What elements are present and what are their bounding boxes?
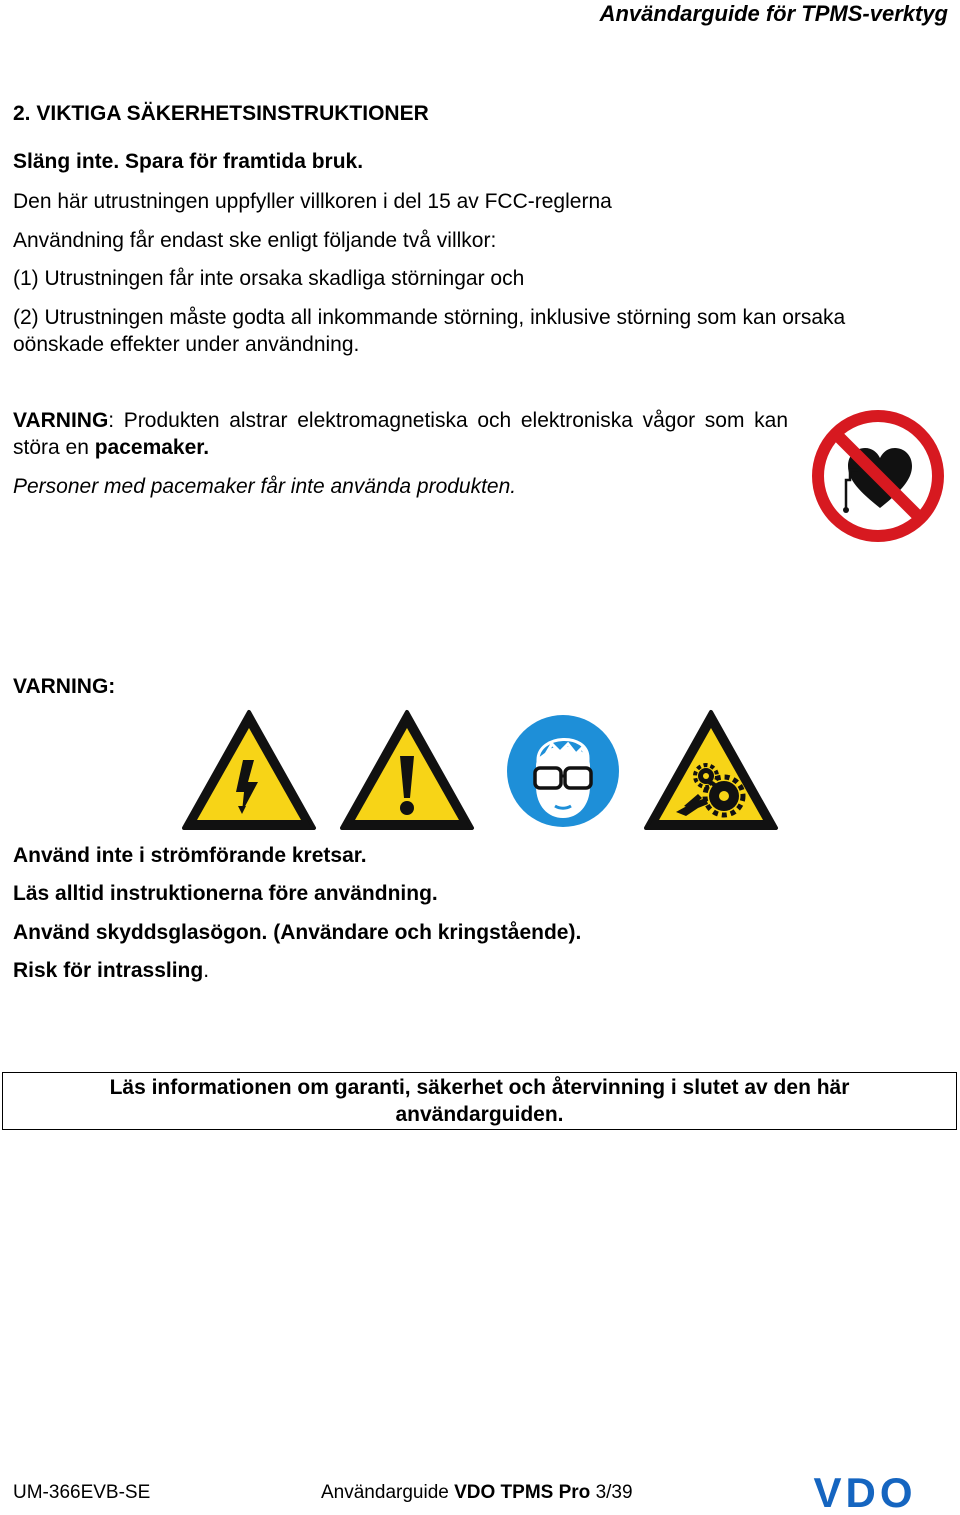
warning-item-entanglement [13,957,209,984]
warning-text: : Produkten alstrar elektromagnetiska och elektroniska vågor som kan störa en [13,409,788,459]
warning-item: Läs alltid instruktionerna före användning. [13,882,438,905]
electric-hazard-icon [180,708,318,832]
footer-page-number: 3/39 [595,1482,633,1503]
warning-item: Använd inte i strömförande kretsar. [13,844,367,867]
vdo-logo [784,1473,946,1513]
warning-item-text: Risk för intrassling [13,959,204,982]
fcc-line: oönskade effekter under användning. [13,333,360,356]
entanglement-hazard-icon [642,708,780,832]
footer-guide-prefix: Användarguide [321,1482,449,1503]
pacemaker-warning-text [13,407,788,461]
warning-item: Använd skyddsglasögon. (Användare och kringstående). [13,921,582,944]
warranty-notice-text: Läs informationen om garanti, säkerhet och återvinning i slutet av den här användarguiden. [109,1076,850,1126]
fcc-line: (1) Utrustningen får inte orsaka skadliga störningar och [13,267,525,290]
fcc-line: (2) Utrustningen måste godta all inkommande störning, inklusive störning som kan orsaka [13,306,846,329]
keep-notice: Släng inte. Spara för framtida bruk. [13,150,364,173]
no-pacemaker-sign-icon [810,408,946,544]
warning-heading: VARNING: [13,675,116,698]
fcc-line: Den här utrustningen uppfyller villkoren i del 15 av FCC-reglerna [13,190,612,213]
pacemaker-word: pacemaker. [94,436,210,459]
safety-goggles-icon [502,710,624,832]
footer-product: VDO TPMS Pro [454,1482,591,1503]
vdo-logo-text: VDO [813,1473,917,1513]
page-header-title: Användarguide för TPMS-verktyg [599,1,948,26]
footer-doc-code: UM-366EVB-SE [13,1482,151,1503]
warranty-notice-box [2,1072,957,1130]
footer-guide-info [321,1480,633,1506]
pacemaker-italic-line: Personer med pacemaker får inte använda produkten. [13,475,517,498]
warning-item-suffix: . [203,959,210,982]
section-heading: 2. VIKTIGA SÄKERHETSINSTRUKTIONER [13,102,429,125]
warning-label: VARNING [13,409,109,432]
fcc-line: Användning får endast ske enligt följande två villkor: [13,229,497,252]
general-warning-icon [338,708,476,832]
